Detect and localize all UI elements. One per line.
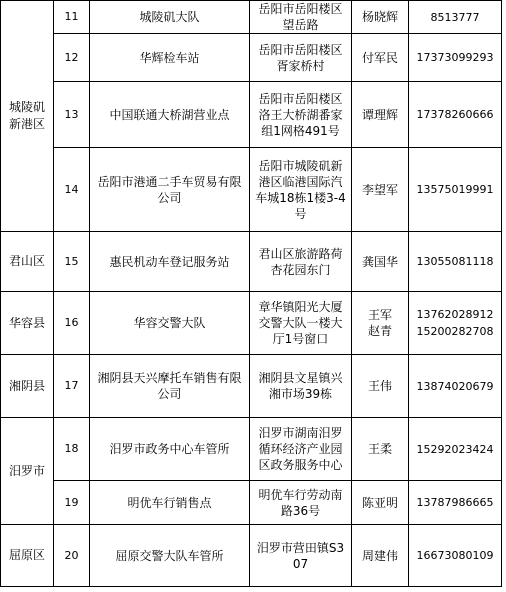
row-number: 18	[54, 418, 90, 481]
district-cell: 君山区	[1, 232, 54, 292]
service-point-address: 岳阳市城陵矶新港区临港国际汽车城18栋1楼3-4号	[250, 148, 352, 232]
service-point-name: 明优车行销售点	[90, 481, 250, 525]
district-cell: 城陵矶新港区	[1, 1, 54, 232]
table-row	[1, 34, 502, 82]
contact-person: 付军民	[352, 34, 409, 82]
contact-phone: 8513777	[409, 1, 502, 34]
district-cell: 汨罗市	[1, 418, 54, 525]
table-row	[1, 355, 502, 418]
service-point-name: 华辉检车站	[90, 34, 250, 82]
row-number: 13	[54, 82, 90, 148]
district-cell: 湘阴县	[1, 355, 54, 418]
service-point-address: 章华镇阳光大厦交警大队一楼大厅1号窗口	[250, 292, 352, 355]
contact-phone: 16673080109	[409, 525, 502, 587]
contact-person: 谭理辉	[352, 82, 409, 148]
table-row	[1, 148, 502, 232]
contact-phone: 15292023424	[409, 418, 502, 481]
service-point-name: 岳阳市港通二手车贸易有限公司	[90, 148, 250, 232]
service-point-name: 湘阴县天兴摩托车销售有限公司	[90, 355, 250, 418]
service-point-name: 惠民机动车登记服务站	[90, 232, 250, 292]
row-number: 14	[54, 148, 90, 232]
service-point-address: 岳阳市岳阳楼区胥家桥村	[250, 34, 352, 82]
contact-phone: 13055081118	[409, 232, 502, 292]
table-row	[1, 525, 502, 587]
service-point-address: 湘阴县文星镇兴湘市场39栋	[250, 355, 352, 418]
contact-phone: 13762028912 15200282708	[409, 292, 502, 355]
district-cell: 屈原区	[1, 525, 54, 587]
table-row	[1, 232, 502, 292]
contact-person: 王军 赵青	[352, 292, 409, 355]
row-number: 20	[54, 525, 90, 587]
row-number: 12	[54, 34, 90, 82]
table-row	[1, 82, 502, 148]
contact-person: 王柔	[352, 418, 409, 481]
service-point-name: 汨罗市政务中心车管所	[90, 418, 250, 481]
service-point-name: 华容交警大队	[90, 292, 250, 355]
service-point-address: 岳阳市岳阳楼区望岳路	[250, 1, 352, 34]
service-point-address: 岳阳市岳阳楼区洛王大桥湖番家组1网格491号	[250, 82, 352, 148]
contact-person: 龚国华	[352, 232, 409, 292]
contact-person: 李望军	[352, 148, 409, 232]
table-row	[1, 481, 502, 525]
row-number: 16	[54, 292, 90, 355]
contact-person: 陈亚明	[352, 481, 409, 525]
service-point-name: 屈原交警大队车管所	[90, 525, 250, 587]
table-row	[1, 418, 502, 481]
contact-person: 王伟	[352, 355, 409, 418]
contact-phone: 17373099293	[409, 34, 502, 82]
row-number: 17	[54, 355, 90, 418]
service-point-address: 明优车行劳动南路36号	[250, 481, 352, 525]
contact-phone: 13575019991	[409, 148, 502, 232]
service-point-address: 君山区旅游路荷杏花园东门	[250, 232, 352, 292]
service-point-address: 汨罗市湖南汨罗循环经济产业园区政务服务中心	[250, 418, 352, 481]
table-row	[1, 292, 502, 355]
row-number: 19	[54, 481, 90, 525]
service-point-address: 汨罗市营田镇S307	[250, 525, 352, 587]
contact-person: 杨晓辉	[352, 1, 409, 34]
contact-person: 周建伟	[352, 525, 409, 587]
service-point-name: 中国联通大桥湖营业点	[90, 82, 250, 148]
table-row	[1, 1, 502, 34]
district-cell: 华容县	[1, 292, 54, 355]
contact-phone: 13787986665	[409, 481, 502, 525]
service-point-name: 城陵矶大队	[90, 1, 250, 34]
row-number: 15	[54, 232, 90, 292]
row-number: 11	[54, 1, 90, 34]
contact-phone: 13874020679	[409, 355, 502, 418]
contact-phone: 17378260666	[409, 82, 502, 148]
